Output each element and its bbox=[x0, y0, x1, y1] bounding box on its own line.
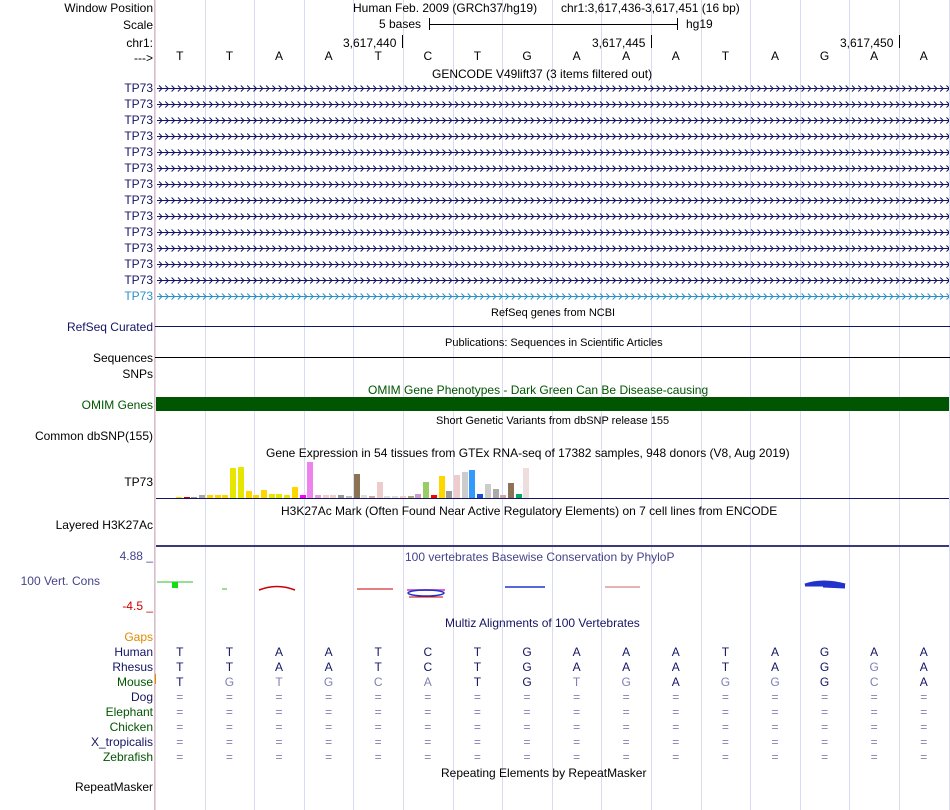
gtex-tissue-bar[interactable] bbox=[238, 467, 244, 498]
multiz-base: C bbox=[423, 645, 433, 659]
base-letter: A bbox=[770, 49, 779, 63]
multiz-base: = bbox=[920, 735, 928, 749]
multiz-base: = bbox=[920, 705, 928, 719]
gtex-tissue-bar[interactable] bbox=[354, 474, 360, 498]
phylop-bar-5 bbox=[407, 589, 445, 597]
multiz-base: = bbox=[374, 705, 382, 719]
gtex-tissue-bar[interactable] bbox=[462, 472, 468, 498]
multiz-base: G bbox=[522, 675, 532, 689]
multiz-base: A bbox=[671, 675, 680, 689]
multiz-base: = bbox=[920, 690, 928, 704]
multiz-base: A bbox=[919, 675, 928, 689]
multiz-base: A bbox=[622, 645, 631, 659]
gencode-transcript[interactable] bbox=[157, 274, 949, 287]
ruler-tick-mark-3 bbox=[899, 35, 900, 48]
gencode-title[interactable]: GENCODE V49lift37 (3 items filtered out) bbox=[432, 67, 653, 81]
multiz-base: = bbox=[374, 750, 382, 764]
assembly-text[interactable]: Human Feb. 2009 (GRCh37/hg19) bbox=[353, 1, 538, 15]
strand-label: ---> bbox=[134, 51, 153, 65]
multiz-base: = bbox=[424, 705, 432, 719]
gtex-tissue-bar[interactable] bbox=[493, 489, 499, 498]
multiz-base: = bbox=[473, 735, 481, 749]
multiz-base: G bbox=[819, 645, 830, 659]
omim-title[interactable]: OMIM Gene Phenotypes - Dark Green Can Be Disease-causing bbox=[368, 383, 709, 397]
multiz-base: = bbox=[374, 720, 382, 734]
refseq-track-line bbox=[155, 326, 950, 327]
phylop-bar-8 bbox=[805, 582, 845, 587]
multiz-base: = bbox=[870, 720, 878, 734]
multiz-base: = bbox=[424, 720, 432, 734]
multiz-base: = bbox=[176, 705, 184, 719]
gtex-tissue-bar[interactable] bbox=[469, 470, 475, 498]
phylop-bar-1 bbox=[157, 582, 193, 588]
gencode-transcript[interactable] bbox=[157, 82, 949, 95]
gencode-gene-label[interactable]: TP73 bbox=[124, 241, 153, 255]
multiz-base: = bbox=[821, 705, 829, 719]
gtex-tissue-bar[interactable] bbox=[261, 490, 267, 498]
multiz-base: T bbox=[721, 660, 730, 674]
multiz-base: = bbox=[176, 720, 184, 734]
multiz-base: = bbox=[176, 750, 184, 764]
multiz-base: = bbox=[672, 690, 680, 704]
base-letter: A bbox=[324, 49, 333, 63]
multiz-base: = bbox=[672, 735, 680, 749]
multiz-base: A bbox=[274, 660, 283, 674]
repeatmasker-label[interactable]: RepeatMasker bbox=[74, 780, 153, 794]
gencode-gene-label[interactable]: TP73 bbox=[124, 97, 153, 111]
snps-label[interactable]: SNPs bbox=[122, 367, 153, 381]
gtex-tissue-bar[interactable] bbox=[454, 475, 460, 498]
ruler-tick-mark-1 bbox=[402, 35, 403, 48]
multiz-base: = bbox=[225, 735, 233, 749]
phylop-min-label: -4.5 _ bbox=[122, 599, 153, 613]
phylop-label[interactable]: 100 Vert. Cons bbox=[20, 574, 100, 588]
chr-label: chr1: bbox=[126, 36, 153, 50]
gencode-gene-label[interactable]: TP73 bbox=[124, 177, 153, 191]
multiz-base: = bbox=[275, 705, 283, 719]
multiz-base: A bbox=[423, 675, 432, 689]
multiz-species-label[interactable]: Zebrafish bbox=[102, 750, 153, 764]
multiz-base: = bbox=[225, 705, 233, 719]
scale-text: 5 bases bbox=[379, 17, 422, 31]
gencode-gene-label[interactable]: TP73 bbox=[124, 273, 153, 287]
dbsnp-label[interactable]: Common dbSNP(155) bbox=[34, 429, 153, 443]
base-letter: A bbox=[572, 49, 581, 63]
multiz-base: = bbox=[275, 720, 283, 734]
gtex-tissue-bar[interactable] bbox=[230, 468, 236, 498]
gap-marker bbox=[155, 674, 156, 684]
gencode-gene-label[interactable]: TP73 bbox=[124, 113, 153, 127]
multiz-base: = bbox=[870, 705, 878, 719]
multiz-base: G bbox=[819, 660, 830, 674]
multiz-base: = bbox=[870, 750, 878, 764]
multiz-base: C bbox=[869, 675, 879, 689]
multiz-base: T bbox=[473, 675, 482, 689]
multiz-base: T bbox=[176, 675, 184, 689]
base-letter: A bbox=[870, 49, 879, 63]
gencode-transcript[interactable] bbox=[157, 194, 949, 207]
multiz-base: T bbox=[225, 660, 234, 674]
multiz-base: = bbox=[573, 705, 581, 719]
multiz-base: = bbox=[721, 720, 729, 734]
base-letter: G bbox=[522, 49, 532, 63]
multiz-base: A bbox=[622, 660, 631, 674]
multiz-base: G bbox=[522, 660, 532, 674]
gtex-tissue-bar[interactable] bbox=[446, 491, 452, 498]
scale-bar-right-tick bbox=[677, 18, 678, 30]
multiz-base: G bbox=[770, 675, 780, 689]
multiz-base: = bbox=[176, 690, 184, 704]
track-label-border bbox=[154, 0, 155, 810]
multiz-base: T bbox=[275, 675, 283, 689]
multiz-base: A bbox=[324, 660, 333, 674]
multiz-base: = bbox=[424, 750, 432, 764]
multiz-base: = bbox=[821, 750, 829, 764]
multiz-base: = bbox=[870, 735, 878, 749]
multiz-base: A bbox=[324, 645, 333, 659]
base-letter: T bbox=[176, 49, 184, 63]
phylop-plot[interactable] bbox=[155, 570, 950, 610]
window-position-label: Window Position bbox=[64, 1, 153, 15]
multiz-base: T bbox=[572, 675, 581, 689]
gtex-bar-chart[interactable] bbox=[156, 460, 536, 498]
multiz-base: = bbox=[275, 735, 283, 749]
gtex-track-line bbox=[156, 498, 949, 499]
multiz-title[interactable]: Multiz Alignments of 100 Vertebrates bbox=[445, 616, 640, 630]
gencode-gene-label[interactable]: TP73 bbox=[124, 193, 153, 207]
multiz-species-label[interactable]: Dog bbox=[130, 690, 153, 704]
multiz-base: A bbox=[274, 645, 283, 659]
multiz-base: T bbox=[176, 645, 184, 659]
multiz-base: = bbox=[721, 735, 729, 749]
multiz-base: = bbox=[771, 750, 779, 764]
base-letter: G bbox=[819, 49, 830, 63]
multiz-base: = bbox=[225, 720, 233, 734]
multiz-base: = bbox=[225, 690, 233, 704]
multiz-base: = bbox=[721, 750, 729, 764]
h3k27ac-track-line bbox=[156, 545, 949, 547]
multiz-base: G bbox=[621, 675, 631, 689]
refseq-label[interactable]: RefSeq Curated bbox=[66, 320, 153, 334]
refseq-title[interactable]: RefSeq genes from NCBI bbox=[491, 307, 616, 319]
gencode-transcript[interactable] bbox=[157, 146, 949, 159]
ruler-tick-1: 3,617,440 bbox=[343, 36, 397, 50]
gtex-tissue-bar[interactable] bbox=[523, 468, 529, 498]
gencode-gene-label[interactable]: TP73 bbox=[124, 257, 153, 271]
multiz-species-label[interactable]: Chicken bbox=[109, 720, 153, 734]
multiz-species-label[interactable]: X_tropicalis bbox=[90, 735, 153, 749]
multiz-base: G bbox=[869, 660, 879, 674]
multiz-base: A bbox=[770, 660, 779, 674]
multiz-base: = bbox=[473, 720, 481, 734]
gencode-gene-label[interactable]: TP73 bbox=[124, 161, 153, 175]
ruler-tick-mark-2 bbox=[651, 35, 652, 48]
multiz-base: A bbox=[572, 645, 581, 659]
multiz-base: = bbox=[821, 720, 829, 734]
gencode-gene-label[interactable]: TP73 bbox=[124, 145, 153, 159]
multiz-base: = bbox=[225, 750, 233, 764]
publications-title[interactable]: Publications: Sequences in Scientific Articles bbox=[445, 337, 663, 349]
gaps-label[interactable]: Gaps bbox=[124, 630, 153, 644]
multiz-base: = bbox=[424, 735, 432, 749]
multiz-base: = bbox=[870, 690, 878, 704]
gencode-transcript[interactable] bbox=[157, 210, 949, 223]
multiz-base: = bbox=[424, 690, 432, 704]
multiz-base: = bbox=[275, 690, 283, 704]
gtex-tissue-bar[interactable] bbox=[485, 484, 491, 498]
gtex-tissue-bar[interactable] bbox=[246, 491, 252, 498]
sequences-label[interactable]: Sequences bbox=[92, 351, 153, 365]
multiz-base: G bbox=[720, 675, 731, 689]
multiz-base: = bbox=[672, 720, 680, 734]
multiz-base: = bbox=[721, 690, 729, 704]
position-text[interactable]: chr1:3,617,436-3,617,451 (16 bp) bbox=[561, 1, 740, 15]
phylop-max-label: 4.88 _ bbox=[119, 549, 153, 563]
gencode-transcript[interactable] bbox=[157, 226, 949, 239]
gencode-gene-label[interactable]: TP73 bbox=[124, 81, 153, 95]
multiz-base: = bbox=[573, 735, 581, 749]
multiz-base: = bbox=[374, 735, 382, 749]
multiz-base: = bbox=[622, 735, 630, 749]
gencode-gene-label[interactable]: TP73 bbox=[124, 209, 153, 223]
publications-track-line bbox=[155, 357, 950, 358]
phylop-bar-3 bbox=[259, 587, 295, 591]
base-letter: T bbox=[721, 49, 730, 63]
multiz-base: T bbox=[374, 660, 382, 674]
base-letter: T bbox=[225, 49, 234, 63]
multiz-base: = bbox=[821, 735, 829, 749]
gencode-transcript[interactable] bbox=[157, 114, 949, 127]
gencode-transcript[interactable] bbox=[157, 162, 949, 175]
scale-bar bbox=[429, 24, 678, 25]
multiz-base: T bbox=[374, 645, 382, 659]
multiz-base: = bbox=[771, 720, 779, 734]
gtex-tissue-bar[interactable] bbox=[439, 476, 445, 498]
multiz-base: = bbox=[523, 705, 531, 719]
multiz-base: A bbox=[870, 645, 879, 659]
multiz-base: A bbox=[919, 645, 928, 659]
multiz-base: C bbox=[423, 660, 433, 674]
gencode-gene-label[interactable]: TP73 bbox=[124, 289, 153, 303]
multiz-base: G bbox=[522, 645, 532, 659]
multiz-base: = bbox=[473, 705, 481, 719]
ruler-tick-2: 3,617,445 bbox=[592, 36, 646, 50]
base-letter: C bbox=[423, 49, 433, 63]
multiz-base: = bbox=[821, 690, 829, 704]
omim-label[interactable]: OMIM Genes bbox=[81, 398, 153, 412]
scale-db: hg19 bbox=[686, 17, 713, 31]
multiz-base: = bbox=[325, 720, 333, 734]
base-letter: A bbox=[622, 49, 631, 63]
multiz-base: = bbox=[523, 720, 531, 734]
omim-gene-bar[interactable] bbox=[156, 397, 949, 411]
multiz-species-label[interactable]: Rhesus bbox=[112, 660, 153, 674]
gtex-tissue-bar[interactable] bbox=[292, 487, 298, 498]
base-letter: A bbox=[274, 49, 283, 63]
multiz-species-label[interactable]: Human bbox=[114, 645, 153, 659]
multiz-base: = bbox=[325, 735, 333, 749]
multiz-base: = bbox=[573, 720, 581, 734]
multiz-base: G bbox=[224, 675, 235, 689]
multiz-base: A bbox=[572, 660, 581, 674]
gencode-transcript[interactable] bbox=[157, 290, 949, 303]
gencode-gene-label[interactable]: TP73 bbox=[124, 129, 153, 143]
multiz-base: = bbox=[374, 690, 382, 704]
multiz-base: = bbox=[920, 750, 928, 764]
multiz-base: T bbox=[473, 645, 482, 659]
multiz-base: = bbox=[622, 750, 630, 764]
multiz-base: T bbox=[176, 660, 184, 674]
base-letter: A bbox=[671, 49, 680, 63]
h3k27ac-title[interactable]: H3K27Ac Mark (Often Found Near Active Regulatory Elements) on 7 cell lines from ENCODE bbox=[281, 504, 778, 518]
multiz-base: = bbox=[622, 720, 630, 734]
multiz-base: = bbox=[325, 705, 333, 719]
multiz-base: A bbox=[770, 645, 779, 659]
gtex-title[interactable]: Gene Expression in 54 tissues from GTEx RNA-seq of 17382 samples, 948 donors (V8, Aug 2019) bbox=[266, 446, 790, 460]
multiz-base: = bbox=[920, 720, 928, 734]
multiz-base: = bbox=[672, 705, 680, 719]
multiz-base: G bbox=[323, 675, 334, 689]
multiz-base: = bbox=[573, 750, 581, 764]
multiz-base: C bbox=[373, 675, 383, 689]
gtex-tissue-bar[interactable] bbox=[307, 462, 313, 498]
multiz-base: = bbox=[771, 735, 779, 749]
multiz-species-label[interactable]: Mouse bbox=[116, 675, 153, 689]
scale-label: Scale bbox=[122, 18, 153, 32]
multiz-base: G bbox=[819, 675, 830, 689]
gtex-tissue-bar[interactable] bbox=[508, 483, 514, 498]
multiz-base: = bbox=[672, 750, 680, 764]
base-letter: T bbox=[473, 49, 482, 63]
gtex-tissue-bar[interactable] bbox=[423, 482, 429, 498]
multiz-base: = bbox=[622, 705, 630, 719]
gencode-transcript[interactable] bbox=[157, 130, 949, 143]
multiz-base: = bbox=[721, 705, 729, 719]
multiz-base: = bbox=[523, 735, 531, 749]
gencode-transcript[interactable] bbox=[157, 178, 949, 191]
h3k27ac-label[interactable]: Layered H3K27Ac bbox=[55, 518, 153, 532]
multiz-base: A bbox=[671, 645, 680, 659]
multiz-base: = bbox=[473, 750, 481, 764]
multiz-base: = bbox=[325, 750, 333, 764]
gencode-transcript[interactable] bbox=[157, 98, 949, 111]
repeatmasker-title[interactable]: Repeating Elements by RepeatMasker bbox=[441, 766, 647, 780]
multiz-base: T bbox=[721, 645, 730, 659]
multiz-base: = bbox=[275, 750, 283, 764]
gtex-tissue-bar[interactable] bbox=[377, 482, 383, 498]
multiz-base: = bbox=[523, 750, 531, 764]
multiz-base: = bbox=[176, 735, 184, 749]
multiz-base: = bbox=[622, 690, 630, 704]
base-letter: T bbox=[374, 49, 382, 63]
dbsnp-title[interactable]: Short Genetic Variants from dbSNP release 155 bbox=[436, 415, 670, 427]
multiz-base: = bbox=[523, 690, 531, 704]
multiz-base: = bbox=[473, 690, 481, 704]
base-letter: A bbox=[919, 49, 928, 63]
multiz-base: A bbox=[671, 660, 680, 674]
ruler-tick-3: 3,617,450 bbox=[840, 36, 894, 50]
gencode-transcript[interactable] bbox=[157, 258, 949, 271]
phylop-title[interactable]: 100 vertebrates Basewise Conservation by PhyloP bbox=[405, 550, 675, 564]
gencode-transcript[interactable] bbox=[157, 242, 949, 255]
multiz-base: T bbox=[473, 660, 482, 674]
multiz-base: = bbox=[573, 690, 581, 704]
gencode-gene-label[interactable]: TP73 bbox=[124, 225, 153, 239]
multiz-base: = bbox=[325, 690, 333, 704]
multiz-base: = bbox=[771, 690, 779, 704]
multiz-base: A bbox=[919, 660, 928, 674]
multiz-base: = bbox=[771, 705, 779, 719]
multiz-base: T bbox=[225, 645, 234, 659]
gtex-label[interactable]: TP73 bbox=[124, 475, 153, 489]
multiz-species-label[interactable]: Elephant bbox=[105, 705, 153, 719]
